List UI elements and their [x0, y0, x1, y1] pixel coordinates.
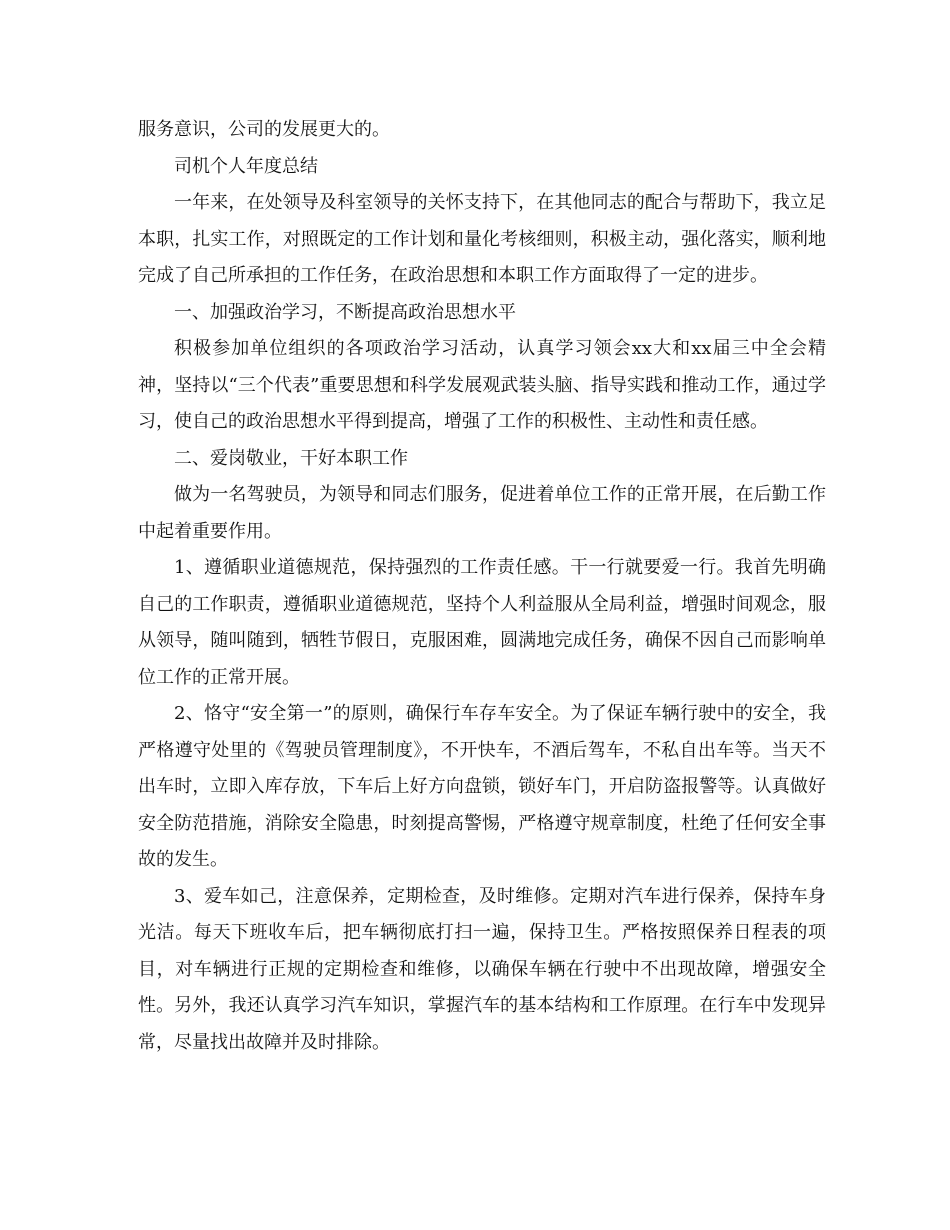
paragraph-continuation: 服务意识，公司的发展更大的。 [138, 119, 390, 140]
paragraph-political-study: 积极参加单位组织的各项政治学习活动，认真学习领会xx大和xx届三中全会精神，坚持以“三个代表”重要思想和科学发展观武装头脑、指导实践和推动工作，通过学习，使自己的政治思想水平得到提高，增强了工作的积极性、主动性和责任感。 [138, 338, 826, 432]
paragraph-driver-role: 做为一名驾驶员，为领导和同志们服务，促进着单位工作的正常开展，在后勤工作中起着重要作用。 [138, 484, 826, 542]
paragraph-intro: 一年来，在处领导及科室领导的关怀支持下，在其他同志的配合与帮助下，我立足本职，扎实工作，对照既定的工作计划和量化考核细则，积极主动，强化落实，顺利地完成了自己所承担的工作任务，在政治思想和本职工作方面取得了一定的进步。 [138, 192, 826, 286]
heading-part-two: 二、爱岗敬业，干好本职工作 [174, 447, 408, 469]
document-body [138, 112, 826, 1061]
paragraph-item-2: 2、恪守“安全第一”的原则，确保行车存车安全。为了保证车辆行驶中的安全，我严格遵守处里的《驾驶员管理制度》，不开快车，不酒后驾车，不私自出车等。当天不出车时，立即入库存放，下车后上好方向盘锁，锁好车门，开启防盗报警等。认真做好安全防范措施，消除安全隐患，时刻提高警惕，严格遵守规章制度，杜绝了任何安全事故的发生。 [138, 703, 826, 870]
paragraph-item-1: 1、遵循职业道德规范，保持强烈的工作责任感。干一行就要爱一行。我首先明确自己的工作职责，遵循职业道德规范，坚持个人利益服从全局利益，增强时间观念，服从领导，随叫随到，牺牲节假日，克服困难，圆满地完成任务，确保不因自己而影响单位工作的正常开展。 [138, 557, 826, 688]
heading-part-one: 一、加强政治学习，不断提高政治思想水平 [174, 301, 516, 323]
section-title: 司机个人年度总结 [174, 155, 318, 177]
paragraph-item-3: 3、爱车如己，注意保养，定期检查，及时维修。定期对汽车进行保养，保持车身光洁。每天下班收车后，把车辆彻底打扫一遍，保持卫生。严格按照保养日程表的项目，对车辆进行正规的定期检查和维修，以确保车辆在行驶中不出现故障，增强安全性。另外，我还认真学习汽车知识，掌握汽车的基本结构和工作原理。在行车中发现异常，尽量找出故障并及时排除。 [138, 885, 826, 1053]
